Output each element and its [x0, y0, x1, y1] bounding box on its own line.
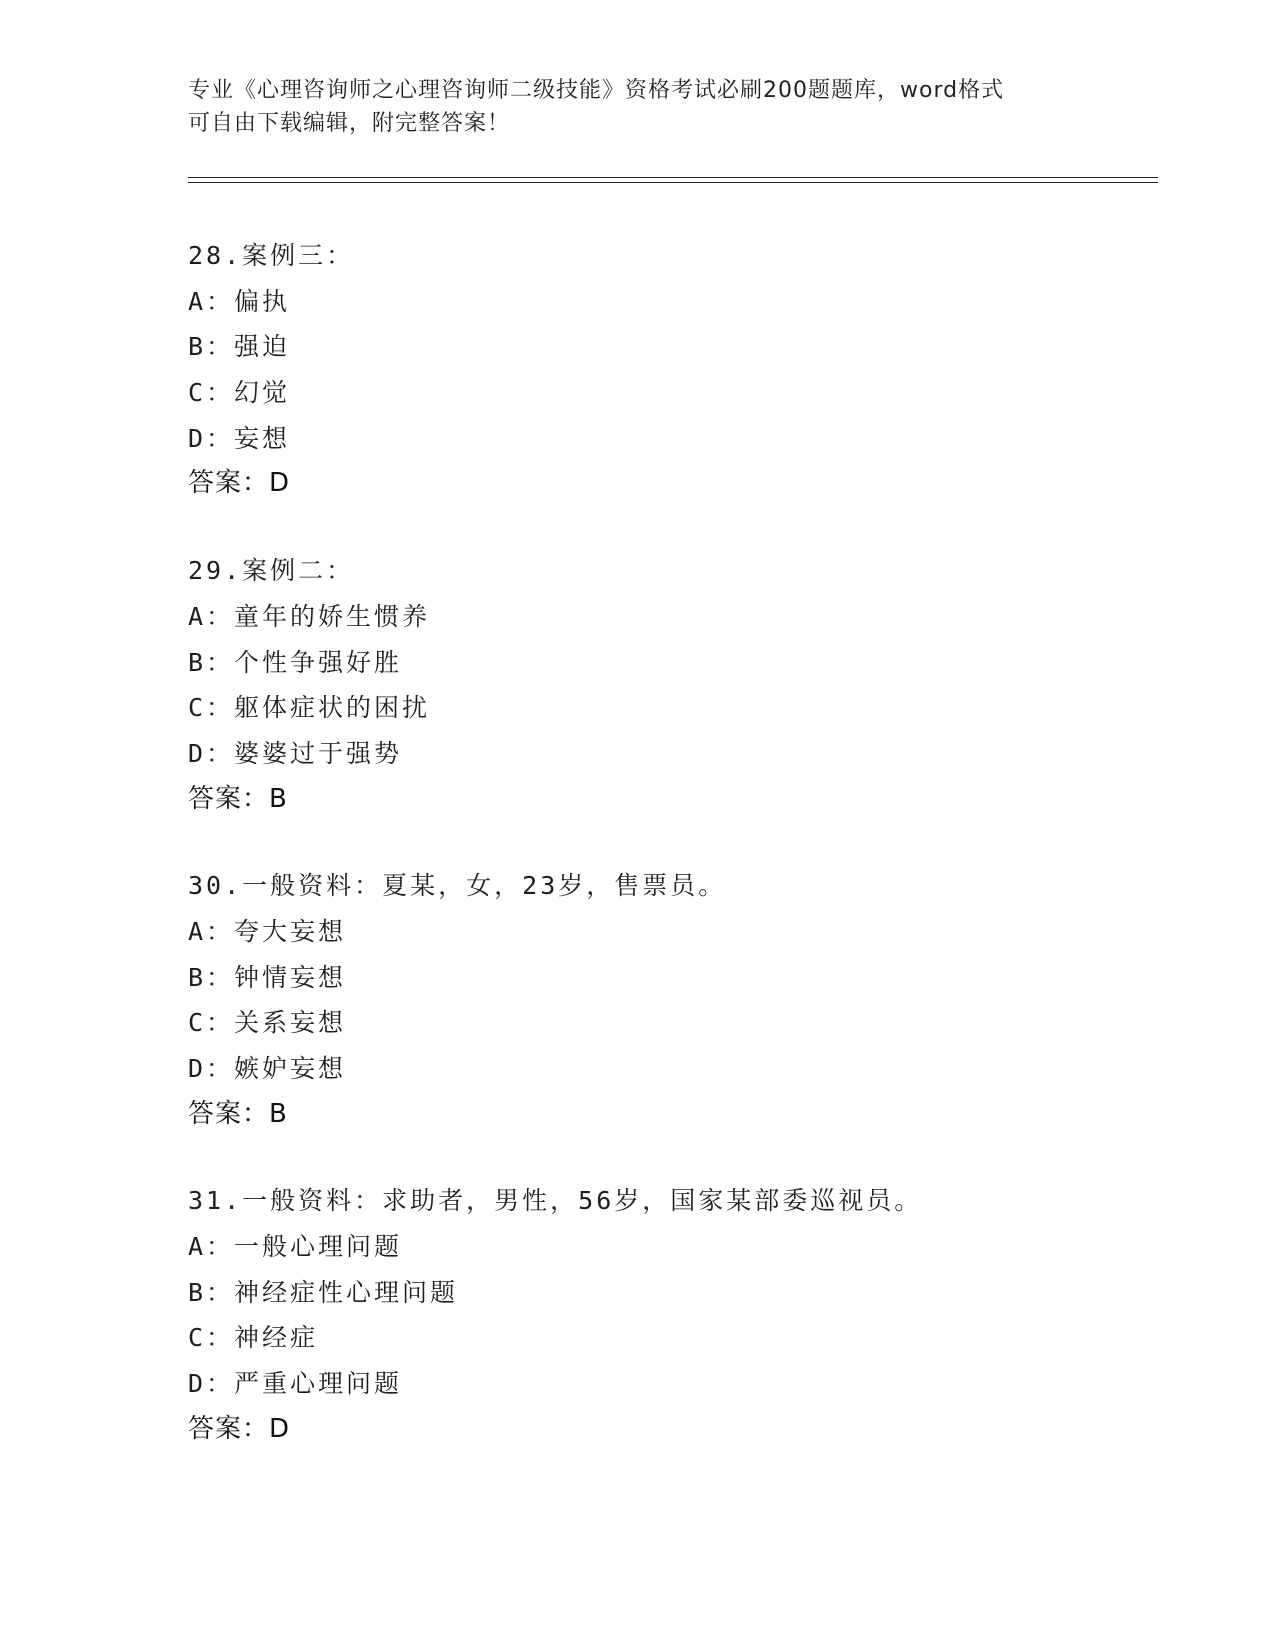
option-b: B：强迫 — [188, 332, 291, 362]
option-b: B：神经症性心理问题 — [188, 1277, 459, 1307]
question-stem: 29.案例二： — [188, 556, 355, 586]
option-c: C：躯体症状的困扰 — [188, 693, 431, 723]
answer-line: 答案：D — [188, 1413, 291, 1444]
header-divider-top — [188, 177, 1158, 178]
question-stem: 31.一般资料：求助者，男性，56岁，国家某部委巡视员。 — [188, 1186, 923, 1216]
question-28 — [188, 233, 1148, 507]
option-d: D：婆婆过于强势 — [188, 738, 403, 768]
option-b: B：钟情妄想 — [188, 962, 347, 992]
option-d: D：嫉妒妄想 — [188, 1054, 347, 1083]
option-a: A：童年的娇生惯养 — [188, 601, 431, 631]
option-c: C：关系妄想 — [188, 1008, 347, 1038]
header-divider-bottom — [188, 182, 1158, 183]
option-c: C：幻觉 — [188, 378, 291, 408]
question-31 — [188, 1178, 1148, 1452]
option-c: C：神经症 — [188, 1323, 319, 1353]
option-a: A：一般心理问题 — [188, 1232, 403, 1262]
question-list — [188, 233, 1148, 1494]
option-b: B：个性争强好胜 — [188, 647, 403, 677]
answer-line: 答案：B — [188, 783, 288, 814]
question-29 — [188, 548, 1148, 822]
header-line-2: 可自由下载编辑，附完整答案！ — [188, 111, 511, 136]
question-stem: 30.一般资料：夏某，女，23岁，售票员。 — [188, 871, 727, 901]
header-line-1: 专业《心理咨询师之心理咨询师二级技能》资格考试必刷200题题库，word格式 — [188, 78, 1005, 103]
answer-line: 答案：B — [188, 1098, 288, 1129]
answer-line: 答案：D — [188, 468, 291, 499]
option-a: A：夸大妄想 — [188, 916, 347, 946]
option-d: D：妄想 — [188, 423, 291, 453]
option-d: D：严重心理问题 — [188, 1369, 403, 1399]
question-stem: 28.案例三： — [188, 241, 355, 270]
option-a: A：偏执 — [188, 286, 291, 316]
question-30 — [188, 863, 1148, 1137]
document-header — [188, 74, 1088, 140]
